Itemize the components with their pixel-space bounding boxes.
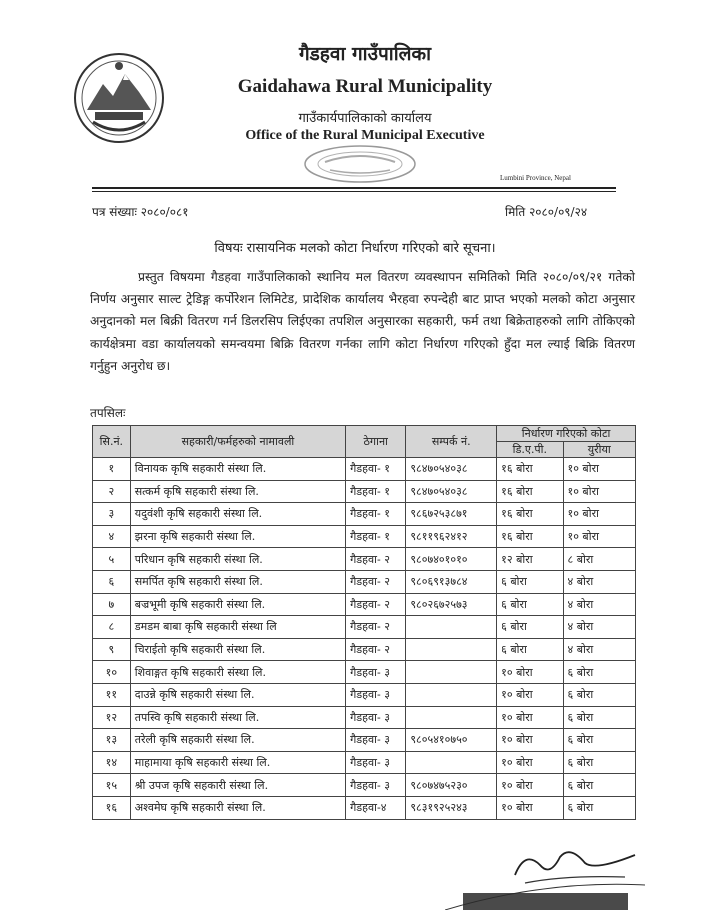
- table-row: [93, 729, 636, 752]
- cell-name: दाउन्ने कृषि सहकारी संस्था लि.: [130, 683, 345, 706]
- cell-contact: ९८०७४०१०१०: [406, 548, 497, 571]
- table-row: [93, 548, 636, 571]
- cell-dap: १६ बोरा: [497, 503, 563, 526]
- table-row: [93, 751, 636, 774]
- cell-contact: ९८४७०५४०३८: [406, 458, 497, 481]
- cell-dap: १० बोरा: [497, 729, 563, 752]
- cell-sn: ६: [93, 570, 131, 593]
- cell-address: गैडहवा- १: [346, 458, 406, 481]
- cell-dap: ६ बोरा: [497, 570, 563, 593]
- cell-dap: ६ बोरा: [497, 638, 563, 661]
- cell-dap: १६ बोरा: [497, 458, 563, 481]
- cell-urea: ४ बोरा: [563, 638, 636, 661]
- cell-urea: ६ बोरा: [563, 774, 636, 797]
- cell-contact: ९८४७०५४०३८: [406, 480, 497, 503]
- header-dap: डि.ए.पी.: [497, 442, 563, 458]
- cell-contact: ९८०२६७२५७३: [406, 593, 497, 616]
- cell-address: गैडहवा- ३: [346, 774, 406, 797]
- cell-contact: [406, 661, 497, 684]
- office-stamp: [295, 140, 425, 184]
- cell-address: गैडहवा- ३: [346, 751, 406, 774]
- cell-dap: ६ बोरा: [497, 616, 563, 639]
- municipality-emblem-logo: [73, 52, 165, 144]
- cell-name: परिधान कृषि सहकारी संस्था लि.: [130, 548, 345, 571]
- cell-sn: ७: [93, 593, 131, 616]
- letter-body-text: प्रस्तुत विषयमा गैडहवा गाउँपालिकाको स्थानिय मल वितरण व्यवस्थापन समितिको मिति २०८०/०९/२१ गतेको निर्णय अनुसार साल्ट ट्रेडिङ्ग कर्पोरेशन लिमिटेड, प्रादेशिक कार्यालय भैरहवा रुपन्देही बाट प्राप्त भएको मलको कोटा अनुसार अनुदानको मल बिक्री वितरण गर्न डिलरसिप लिईएका तपशिल अनुसारका सहकारी, फर्म तथा बिक्रेताहरुको लागि तोकिएको कार्यक्षेत्रमा वडा कार्यालयको समन्वयमा बिक्रि वितरण गर्नका लागि कोटा निर्धारण गरिएको हुँदा मल ल्याई बिक्रि वितरण गर्नुहुन अनुरोध छ।: [90, 270, 635, 373]
- cell-contact: [406, 616, 497, 639]
- cell-sn: १: [93, 458, 131, 481]
- quota-table: [92, 425, 636, 820]
- cell-address: गैडहवा- २: [346, 548, 406, 571]
- cell-address: गैडहवा- ३: [346, 661, 406, 684]
- header-urea: युरीया: [563, 442, 636, 458]
- cell-address: गैडहवा- २: [346, 570, 406, 593]
- header-contact: सम्पर्क नं.: [406, 426, 497, 458]
- cell-urea: १० बोरा: [563, 525, 636, 548]
- cell-address: गैडहवा- २: [346, 616, 406, 639]
- cell-dap: १० बोरा: [497, 796, 563, 819]
- cell-sn: १४: [93, 751, 131, 774]
- cell-contact: ९८३१९२५२४३: [406, 796, 497, 819]
- cell-address: गैडहवा- २: [346, 593, 406, 616]
- cell-sn: ४: [93, 525, 131, 548]
- cell-name: डमडम बाबा कृषि सहकारी संस्था लि: [130, 616, 345, 639]
- cell-urea: ६ बोरा: [563, 706, 636, 729]
- cell-urea: १० बोरा: [563, 503, 636, 526]
- cell-urea: ४ बोरा: [563, 593, 636, 616]
- table-row: [93, 796, 636, 819]
- cell-sn: ९: [93, 638, 131, 661]
- cell-name: श्री उपज कृषि सहकारी संस्था लि.: [130, 774, 345, 797]
- cell-urea: १० बोरा: [563, 458, 636, 481]
- cell-contact: ९८६७२५३८७१: [406, 503, 497, 526]
- date-value: २०८०/०९/२४: [529, 205, 588, 219]
- cell-sn: १६: [93, 796, 131, 819]
- cell-urea: ४ बोरा: [563, 616, 636, 639]
- cell-dap: १० बोरा: [497, 683, 563, 706]
- table-row: [93, 616, 636, 639]
- cell-urea: ६ बोरा: [563, 683, 636, 706]
- cell-urea: ८ बोरा: [563, 548, 636, 571]
- cell-name: बज्रभूमी कृषि सहकारी संस्था लि.: [130, 593, 345, 616]
- letter-body: [90, 266, 635, 377]
- signature-stamp: [445, 835, 645, 910]
- cell-name: तरेली कृषि सहकारी संस्था लि.: [130, 729, 345, 752]
- cell-dap: १२ बोरा: [497, 548, 563, 571]
- cell-contact: ९८०७४७५२३०: [406, 774, 497, 797]
- cell-contact: ९८०६९१३७८४: [406, 570, 497, 593]
- province-label: Lumbini Province, Nepal: [500, 174, 571, 182]
- cell-address: गैडहवा- १: [346, 480, 406, 503]
- cell-sn: ११: [93, 683, 131, 706]
- letter-subject: विषयः रासायनिक मलको कोटा निर्धारण गरिएको बारे सूचना।: [214, 241, 496, 256]
- cell-name: सत्कर्म कृषि सहकारी संस्था लि.: [130, 480, 345, 503]
- cell-sn: १५: [93, 774, 131, 797]
- cell-contact: [406, 751, 497, 774]
- municipality-name-nepali: गैडहवा गाउँपालिका: [298, 43, 432, 65]
- cell-dap: १० बोरा: [497, 706, 563, 729]
- cell-contact: [406, 638, 497, 661]
- cell-urea: ६ बोरा: [563, 751, 636, 774]
- cell-contact: ९८०५४१०७५०: [406, 729, 497, 752]
- table-row: [93, 683, 636, 706]
- cell-urea: १० बोरा: [563, 480, 636, 503]
- table-row: [93, 593, 636, 616]
- cell-sn: १३: [93, 729, 131, 752]
- header-quota: निर्धारण गरिएको कोटा: [497, 426, 636, 442]
- table-row: [93, 480, 636, 503]
- header-address: ठेगाना: [346, 426, 406, 458]
- table-row: [93, 774, 636, 797]
- table-row: [93, 525, 636, 548]
- cell-urea: ६ बोरा: [563, 661, 636, 684]
- cell-contact: ९८११९६२४१२: [406, 525, 497, 548]
- office-name-english: Office of the Rural Municipal Executive: [245, 128, 485, 143]
- table-row: [93, 706, 636, 729]
- office-name-nepali: गाउँकार्यपालिकाको कार्यालय: [298, 111, 432, 126]
- cell-name: यदुवंशी कृषि सहकारी संस्था लि.: [130, 503, 345, 526]
- cell-address: गैडहवा-४: [346, 796, 406, 819]
- cell-address: गैडहवा- १: [346, 525, 406, 548]
- cell-dap: १० बोरा: [497, 774, 563, 797]
- table-row: [93, 661, 636, 684]
- header-divider: [92, 187, 616, 189]
- cell-urea: ६ बोरा: [563, 796, 636, 819]
- cell-address: गैडहवा- १: [346, 503, 406, 526]
- cell-name: शिवाङ्गत कृषि सहकारी संस्था लि.: [130, 661, 345, 684]
- quota-table-body: [93, 458, 636, 820]
- cell-sn: १२: [93, 706, 131, 729]
- cell-dap: ६ बोरा: [497, 593, 563, 616]
- cell-address: गैडहवा- ३: [346, 683, 406, 706]
- letter-date: [505, 203, 587, 220]
- cell-dap: १६ बोरा: [497, 525, 563, 548]
- cell-name: समर्पित कृषि सहकारी संस्था लि.: [130, 570, 345, 593]
- cell-dap: १६ बोरा: [497, 480, 563, 503]
- cell-sn: २: [93, 480, 131, 503]
- cell-dap: १० बोरा: [497, 751, 563, 774]
- cell-name: विनायक कृषि सहकारी संस्था लि.: [130, 458, 345, 481]
- municipality-name-english: Gaidahawa Rural Municipality: [237, 76, 493, 97]
- cell-sn: ३: [93, 503, 131, 526]
- table-row: [93, 458, 636, 481]
- cell-name: माहामाया कृषि सहकारी संस्था लि.: [130, 751, 345, 774]
- details-label: तपसिलः: [90, 406, 126, 420]
- cell-urea: ६ बोरा: [563, 729, 636, 752]
- cell-contact: [406, 706, 497, 729]
- cell-sn: ५: [93, 548, 131, 571]
- reference-value: २०८०/०८१: [140, 205, 189, 219]
- cell-sn: ८: [93, 616, 131, 639]
- cell-address: गैडहवा- ३: [346, 706, 406, 729]
- table-row: [93, 503, 636, 526]
- cell-dap: १० बोरा: [497, 661, 563, 684]
- table-row: [93, 570, 636, 593]
- cell-name: चिराईतो कृषि सहकारी संस्था लि.: [130, 638, 345, 661]
- cell-name: अश्वमेघ कृषि सहकारी संस्था लि.: [130, 796, 345, 819]
- header-sn: सि.नं.: [93, 426, 131, 458]
- reference-number: [92, 203, 188, 220]
- cell-address: गैडहवा- २: [346, 638, 406, 661]
- cell-name: तपस्वि कृषि सहकारी संस्था लि.: [130, 706, 345, 729]
- header-divider-thin: [92, 191, 616, 192]
- cell-address: गैडहवा- ३: [346, 729, 406, 752]
- cell-sn: १०: [93, 661, 131, 684]
- header-name: सहकारी/फर्महरुको नामावली: [130, 426, 345, 458]
- reference-label: पत्र संख्याः: [92, 205, 137, 219]
- date-label: मिति: [505, 205, 526, 219]
- cell-name: झरना कृषि सहकारी संस्था लि.: [130, 525, 345, 548]
- cell-urea: ४ बोरा: [563, 570, 636, 593]
- table-row: [93, 638, 636, 661]
- cell-contact: [406, 683, 497, 706]
